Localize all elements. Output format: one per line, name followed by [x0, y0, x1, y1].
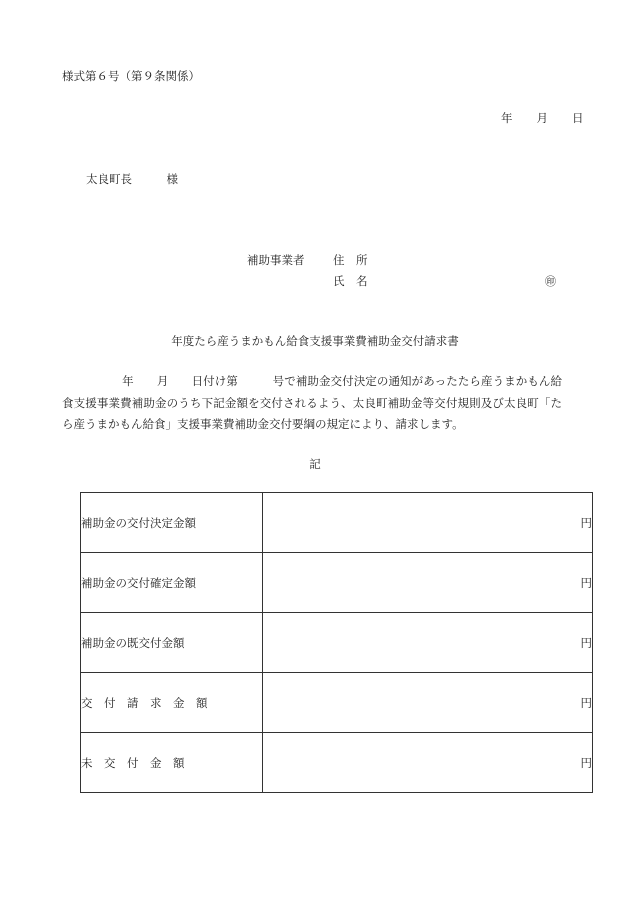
table-row — [81, 493, 593, 553]
request-body — [62, 371, 562, 436]
amount-cell[interactable]: 円 — [263, 493, 593, 553]
table-row — [81, 673, 593, 733]
date-day: 日 — [572, 111, 584, 125]
form-number: 様式第６号（第９条関係） — [62, 69, 200, 83]
table-row — [81, 553, 593, 613]
ki-heading: 記 — [309, 457, 321, 471]
address-label: 住 所 — [333, 253, 368, 267]
amount-cell[interactable]: 円 — [263, 673, 593, 733]
amount-table — [80, 492, 593, 793]
body-date-ref: 年 月 日付け第 号で — [122, 374, 296, 388]
date-month: 月 — [536, 111, 548, 125]
date-year: 年 — [501, 111, 513, 125]
amount-cell[interactable]: 円 — [263, 733, 593, 793]
amount-cell[interactable]: 円 — [263, 613, 593, 673]
row-label: 交 付 請 求 金 額 — [81, 673, 263, 733]
amount-cell[interactable]: 円 — [263, 553, 593, 613]
row-label: 補助金の既交付金額 — [81, 613, 263, 673]
applicant-role: 補助事業者 — [247, 253, 305, 267]
recipient: 太良町長 様 — [86, 172, 178, 186]
table-row — [81, 733, 593, 793]
seal-mark: ㊞ — [545, 275, 556, 288]
table-row — [81, 613, 593, 673]
body-text: 補助金交付決定の通知があったたら産うまかもん給食支援事業費補助金のうち下記金額を交付されるよう、太良町補助金等交付規則及び太良町「たら産うまかもん給食」支援事業費補助金交付要綱の規定により、請求します。 — [62, 374, 562, 431]
document-title: 年度たら産うまかもん給食支援事業費補助金交付請求書 — [171, 334, 459, 348]
row-label: 補助金の交付確定金額 — [81, 553, 263, 613]
date-line — [501, 110, 584, 126]
row-label: 未 交 付 金 額 — [81, 733, 263, 793]
row-label: 補助金の交付決定金額 — [81, 493, 263, 553]
name-label: 氏 名 — [333, 274, 368, 288]
